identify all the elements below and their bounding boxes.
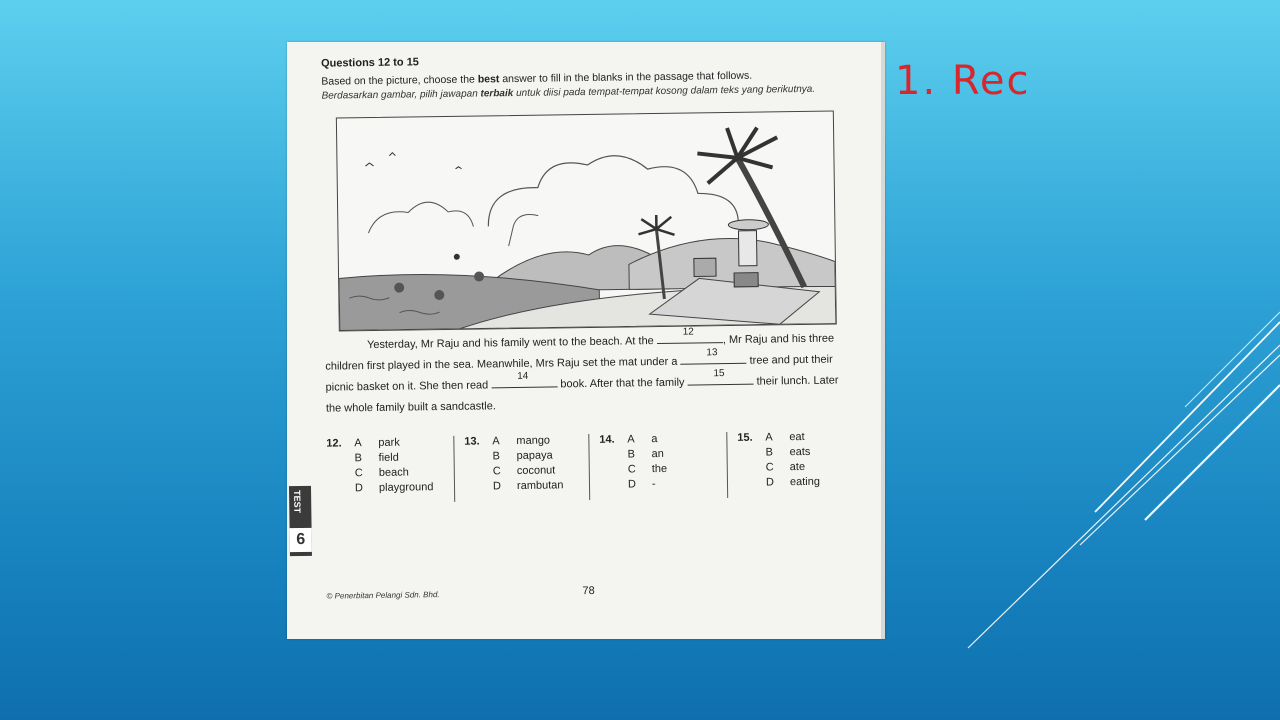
option-letter: B	[765, 446, 773, 459]
question-number: 15.	[737, 431, 753, 444]
column-divider	[588, 434, 590, 500]
option-row[interactable]	[355, 467, 409, 480]
option-text: playground	[378, 481, 434, 494]
blank-number: 12	[682, 326, 694, 338]
ball	[454, 254, 460, 260]
option-letter: D	[492, 480, 502, 493]
option-row[interactable]	[627, 448, 663, 461]
books	[734, 273, 758, 287]
option-text: eats	[789, 445, 811, 459]
picnic-basket	[694, 258, 716, 276]
option-text: the	[651, 462, 668, 476]
column-divider	[726, 432, 728, 498]
passage-text: tree and put their picnic basket on it. She then read	[325, 353, 833, 394]
option-letter: C	[354, 467, 363, 480]
option-row[interactable]	[766, 461, 805, 474]
test-side-tab	[289, 486, 312, 556]
option-row[interactable]	[493, 464, 556, 477]
questions-heading: Questions 12 to 15	[321, 56, 419, 70]
option-row[interactable]	[628, 463, 667, 476]
option-text: an	[651, 447, 664, 461]
option-row[interactable]	[766, 476, 820, 489]
blank-number: 13	[706, 347, 718, 359]
passage	[325, 328, 856, 419]
question-number: 13.	[464, 435, 480, 448]
option-row[interactable]	[354, 437, 400, 450]
blank-number: 15	[713, 368, 725, 380]
test-tab-number: 6	[290, 528, 312, 552]
option-row[interactable]	[627, 433, 657, 445]
instruction-english-bold: best	[477, 73, 500, 86]
option-text: park	[378, 436, 400, 449]
woman	[738, 231, 756, 266]
option-text: field	[378, 451, 399, 464]
option-row[interactable]	[493, 449, 553, 462]
blank-14	[491, 370, 557, 388]
instruction-english-text: Based on the picture, choose the	[321, 73, 478, 88]
option-letter: C	[627, 463, 636, 476]
passage-text: , Mr Raju and his three children first played in the sea. Meanwhile, Mrs Raju set the mat under a	[325, 332, 835, 373]
option-letter: B	[627, 448, 636, 461]
worksheet-page	[287, 42, 885, 639]
option-text: a	[651, 433, 658, 446]
option-letter: D	[627, 478, 637, 491]
option-text: ate	[789, 460, 806, 474]
cloud-outline	[487, 154, 738, 226]
instruction-english-text-end: answer to fill in the blanks in the passage that follows.	[499, 69, 753, 86]
option-row[interactable]	[765, 431, 804, 444]
option-row[interactable]	[492, 435, 550, 448]
publisher-credit: © Penerbitan Pelangi Sdn. Bhd.	[326, 590, 440, 601]
page-edge	[881, 42, 885, 639]
option-text: papaya	[516, 449, 553, 462]
big-palm-leaves	[697, 127, 778, 183]
passage-text: their lunch. Later the whole family built a sandcastle.	[325, 374, 839, 415]
beach-picture	[336, 111, 837, 332]
option-text: rambutan	[516, 479, 564, 492]
option-letter: A	[354, 437, 362, 450]
blank-15	[687, 368, 753, 386]
option-letter: C	[492, 465, 501, 478]
question-number: 12.	[326, 437, 342, 450]
option-text: eat	[789, 430, 805, 444]
option-letter: B	[354, 452, 363, 465]
option-letter: C	[765, 461, 774, 474]
instruction-malay-text: Berdasarkan gambar, pilih jawapan	[321, 88, 481, 102]
option-text: mango	[516, 434, 551, 447]
column-divider	[453, 436, 455, 502]
option-text: beach	[378, 466, 409, 479]
option-letter: D	[765, 476, 775, 489]
option-row[interactable]	[355, 452, 399, 465]
option-text: coconut	[516, 464, 556, 477]
option-text: eating	[789, 475, 821, 489]
option-row[interactable]	[493, 479, 564, 492]
option-text: -	[651, 478, 656, 491]
option-letter: B	[492, 450, 501, 463]
option-letter: D	[354, 482, 364, 495]
question-number: 14.	[599, 433, 615, 446]
option-letter: A	[492, 435, 500, 448]
option-row[interactable]	[765, 446, 810, 459]
option-letter: A	[627, 433, 635, 446]
handwritten-annotation: 1. Rec	[895, 58, 1031, 104]
cloud-outline	[368, 202, 473, 233]
instruction-malay-text-end: untuk diisi pada tempat-tempat kosong dalam teks yang berikutnya.	[513, 83, 816, 100]
sun-hat	[728, 219, 768, 230]
answer-options	[326, 430, 857, 517]
option-row[interactable]	[628, 478, 656, 490]
test-tab-label: TEST	[292, 489, 303, 514]
option-letter: A	[765, 431, 773, 444]
passage-text: book. After that the family	[557, 376, 688, 391]
blank-number: 14	[517, 370, 529, 382]
page-number: 78	[582, 584, 595, 598]
option-row[interactable]	[355, 481, 434, 494]
passage-text: Yesterday, Mr Raju and his family went to the beach. At the	[366, 335, 657, 352]
instruction-malay-bold: terbaik	[480, 88, 514, 100]
